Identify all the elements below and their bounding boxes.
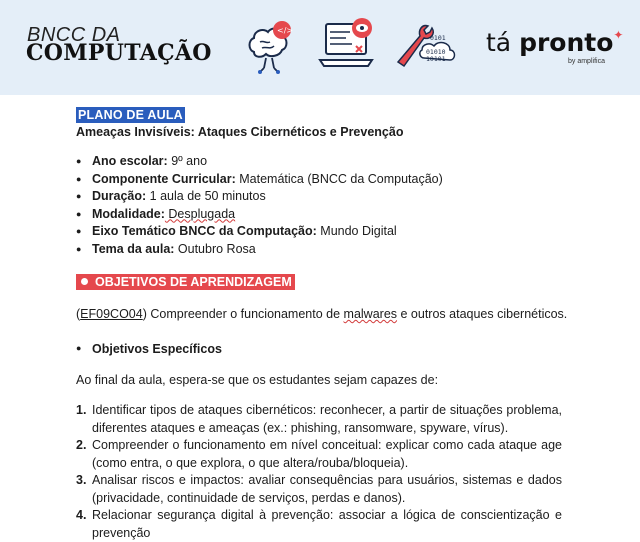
list-item: [76, 472, 562, 507]
header-banner: [0, 0, 640, 95]
target-icon: [79, 276, 90, 287]
sparkle-icon: ✦: [613, 28, 624, 42]
objectives-title-text: OBJETIVOS DE APRENDIZAGEM: [95, 275, 292, 289]
laptop-eye-icon: [318, 16, 380, 74]
objectives-list: [76, 402, 562, 542]
list-item: [76, 241, 443, 259]
code-paren-close: ): [142, 307, 147, 321]
meta-value: Outubro Rosa: [174, 241, 256, 256]
code-paren-open: (: [76, 307, 81, 321]
list-item: [76, 206, 443, 224]
list-item: [76, 153, 443, 171]
logo-ta: tá: [486, 28, 520, 57]
code-text-b: e outros ataques cibernéticos.: [397, 307, 568, 321]
item-text: Relacionar segurança digital à prevenção: associar a lógica de conscientização e prevenção: [92, 508, 562, 540]
lesson-subtitle: Ameaças Invisíveis: Ataques Cibernéticos e Prevenção: [76, 125, 404, 139]
svg-text:01010: 01010: [426, 48, 446, 56]
list-item: [76, 223, 443, 241]
meta-label: Duração:: [92, 189, 147, 203]
meta-label: Modalidade:: [92, 206, 165, 221]
brain-code-icon: [244, 18, 300, 74]
bncc-code-link[interactable]: EF09CO04: [80, 307, 143, 321]
item-number: 2.: [76, 438, 87, 452]
meta-label: Ano escolar:: [92, 154, 168, 168]
code-text-a: Compreender o funcionamento de: [146, 307, 344, 321]
item-number: 3.: [76, 473, 87, 487]
meta-value: 1 aula de 50 minutos: [146, 189, 266, 203]
item-number: 1.: [76, 403, 87, 417]
meta-value: Matemática (BNCC da Computação): [235, 171, 443, 186]
meta-value: 9º ano: [167, 154, 208, 168]
item-text: Identificar tipos de ataques cibernéticos: reconhecer, a partir de situações problema, diferentes ataques e ameaças (ex.: phishing, ransomware, spyware, vírus).: [92, 403, 562, 435]
svg-text:</>: </>: [277, 26, 294, 35]
list-item: [76, 402, 562, 437]
list-item: [76, 188, 443, 206]
bncc-code-paragraph: [76, 307, 567, 321]
logo-by-text: by amplifica: [568, 58, 605, 65]
svg-text:10101: 10101: [426, 55, 446, 63]
lesson-meta-list: [76, 153, 443, 258]
meta-value: Desplugada: [164, 206, 236, 221]
meta-label: Tema da aula:: [92, 241, 175, 256]
ta-pronto-logo: [486, 28, 623, 57]
item-text: Analisar riscos e impactos: avaliar consequências para usuários, sistemas e dados (privacidade, continuidade de serviços, perdas e danos).: [92, 473, 562, 505]
brand-small-text: BNCC DA: [27, 24, 121, 46]
meta-value: Mundo Digital: [316, 224, 397, 238]
item-number: 4.: [76, 508, 87, 522]
list-item: [76, 437, 562, 472]
logo-pronto: pronto: [519, 28, 614, 57]
objectives-intro: Ao final da aula, espera-se que os estudantes sejam capazes de:: [76, 373, 439, 387]
item-text: Compreender o funcionamento em nível conceitual: explicar como cada ataque age (como entra, o que explora, o que altera/rouba/bloqueia).: [92, 438, 562, 470]
meta-label: Eixo Temático BNCC da Computação:: [92, 224, 317, 238]
specific-objectives-label: ● Objetivos Específicos: [76, 342, 222, 356]
brand-big-text: COMPUTAÇÃO: [26, 40, 212, 66]
objectives-title: [76, 274, 295, 290]
plan-title: PLANO DE AULA: [78, 108, 183, 122]
code-text-malwares: malwares: [343, 307, 398, 321]
svg-text:0101: 0101: [430, 34, 446, 42]
meta-label: Componente Curricular:: [92, 171, 236, 186]
wrench-binary-cloud-icon: [394, 18, 458, 74]
list-item: [76, 171, 443, 189]
list-item: [76, 507, 562, 542]
